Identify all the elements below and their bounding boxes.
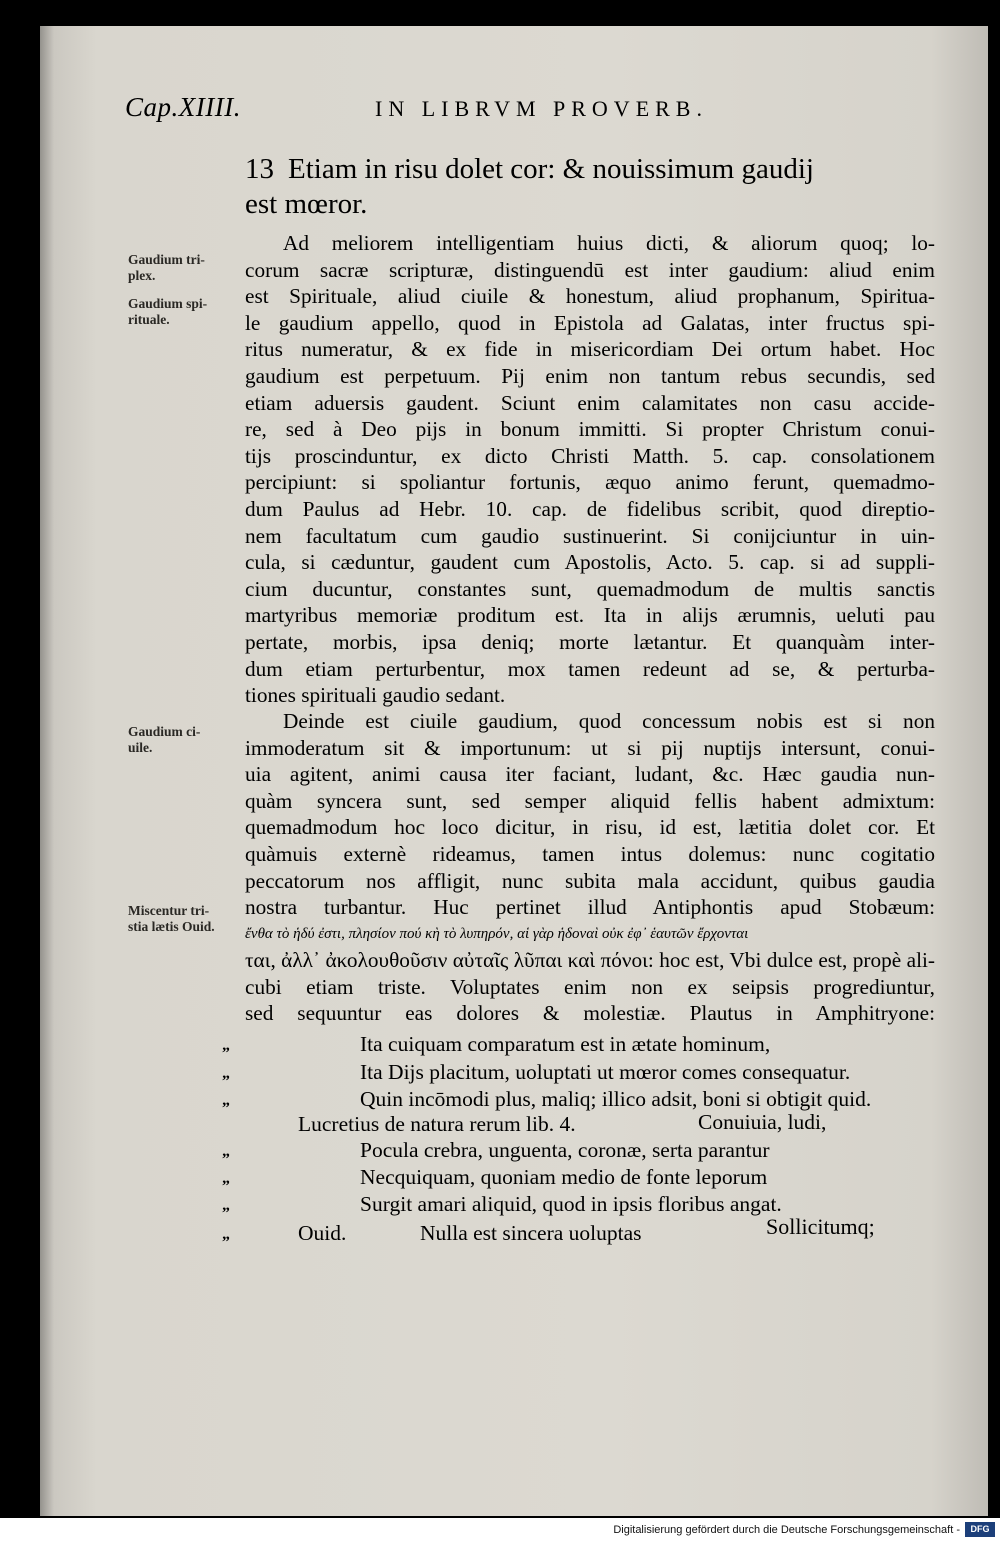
paragraph-ciuile bbox=[245, 708, 935, 921]
quote-mark: „ bbox=[222, 1197, 230, 1214]
quote-mark: „ bbox=[222, 1065, 230, 1082]
text-line: corum sacræ scripturæ, distinguendū est inter gaudium: aliud enim bbox=[245, 257, 935, 282]
quote-line: „ Necquiquam, quoniam medio de fonte leporum bbox=[222, 1163, 942, 1191]
text-line: nem facultatum cum gaudio sustinuerint. Si conijciuntur in uin- bbox=[245, 523, 935, 548]
margin-note-gaudium-spirituale: Gaudium spi- rituale. bbox=[128, 296, 208, 327]
text-line: gaudium est perpetuum. Pij enim non tantum rebus secundis, sed bbox=[245, 363, 935, 388]
lucretius-first-line: Conuiuia, ludi, bbox=[698, 1110, 827, 1134]
text-line: percipiunt: si spoliantur fortunis, æquo animo ferunt, quemadmo- bbox=[245, 470, 935, 495]
quote-mark: „ bbox=[222, 1143, 230, 1160]
quote-line: „ Pocula crebra, unguenta, coronæ, serta parantur bbox=[222, 1136, 942, 1164]
quote-line: „ Quin incōmodi plus, maliq; illico adsit, boni si obtigit quid. bbox=[222, 1085, 942, 1113]
funding-credit: Digitalisierung gefördert durch die Deutsche Forschungsgemeinschaft - bbox=[613, 1524, 960, 1536]
text-line: Ad meliorem intelligentiam huius dicti, & aliorum quoq; lo- bbox=[283, 231, 935, 255]
paragraph-spirituale bbox=[245, 230, 935, 709]
dfg-logo: DFG bbox=[965, 1522, 995, 1537]
quote-line: „ Ita Dijs placitum, uoluptati ut mœror comes consequatur. bbox=[222, 1058, 942, 1086]
text-line: peccatorum nos affligit, nunc subita mala accidunt, quibus gaudia bbox=[245, 868, 935, 893]
text-line: re, sed à Deo pijs in bonum immitti. Si propter Christum conui- bbox=[245, 417, 935, 442]
text-line: nostra turbantur. Huc pertinet illud Antiphontis apud Stobæum: bbox=[245, 895, 935, 920]
chapter-label: Cap.XIIII. bbox=[125, 92, 241, 122]
text-line: etiam aduersis gaudent. Sciunt enim calamitates non casu accide- bbox=[245, 390, 935, 415]
text-line: tiones spirituali gaudio sedant. bbox=[245, 683, 506, 708]
text-line: est Spirituale, aliud ciuile & honestum, aliud prophanum, Spiritua- bbox=[245, 284, 935, 309]
quote-line: „ Ita cuiquam comparatum est in ætate hominum, bbox=[222, 1030, 942, 1058]
page-header bbox=[125, 92, 825, 132]
margin-note-miscentur: Miscentur tri- stia lætis Ouid. bbox=[128, 903, 215, 934]
text-line: ritus numeratur, & ex fide in misericordiam Dei ortum habet. Hoc bbox=[245, 337, 935, 362]
verse-number: 13 bbox=[245, 153, 274, 185]
verse-text-line1: Etiam in risu dolet cor: & nouissimum gaudij bbox=[288, 153, 814, 185]
quote-mark: „ bbox=[222, 1092, 230, 1109]
text-line: quemadmodum hoc loco dicitur, in risu, id est, lætitia dolet cor. Et bbox=[245, 815, 935, 840]
verse-text-line2: est mœror. bbox=[245, 188, 368, 220]
text-line: sed sequuntur eas dolores & molestiæ. Plautus in Amphitryone: bbox=[245, 1001, 935, 1026]
ovid-label: Ouid. bbox=[298, 1221, 347, 1245]
quote-mark: „ bbox=[222, 1170, 230, 1187]
paragraph-antiphon bbox=[245, 947, 935, 1027]
quote-mark: „ bbox=[222, 1037, 230, 1054]
text-line: ται, ἀλλ᾽ ἀκολουθοῦσιν αὐταῖς λῦπαι καὶ πόνοι: hoc est, Vbi dulce est, propè ali- bbox=[245, 948, 935, 972]
text-line: immoderatum sit & importunum: ut si pij nuptijs intersunt, conui- bbox=[245, 735, 935, 760]
text-line: cula, si cæduntur, gaudent cum Apostolis, Acto. 5. cap. si ad suppli- bbox=[245, 550, 935, 575]
quote-mark: „ bbox=[222, 1226, 230, 1243]
verse-heading bbox=[245, 152, 935, 222]
text-line: cubi etiam triste. Voluptates enim non ex seipsis progrediuntur, bbox=[245, 974, 935, 999]
quote-line: „ Surgit amari aliquid, quod in ipsis floribus angat. bbox=[222, 1190, 942, 1218]
margin-note-gaudium-ciuile: Gaudium ci- uile. bbox=[128, 724, 201, 755]
text-line: quàmuis externè rideamus, tamen intus dolemus: nunc cogitatio bbox=[245, 841, 935, 866]
text-line: le gaudium appello, quod in Epistola ad Galatas, inter fructus spi- bbox=[245, 310, 935, 335]
ovid-quote: Nulla est sincera uoluptas bbox=[420, 1221, 642, 1245]
text-line: pertate, morbis, ipsa deniq; morte lætantur. Et quanquàm inter- bbox=[245, 629, 935, 654]
text-line: dum Paulus ad Hebr. 10. cap. de fidelibus scribit, quod direptio- bbox=[245, 496, 935, 521]
text-line: martyribus memoriæ proditum est. Ita in alijs ærumnis, ueluti pau bbox=[245, 603, 935, 628]
text-line: cium ducuntur, constantes sunt, quemadmodum de multis sanctis bbox=[245, 576, 935, 601]
margin-note-gaudium-triplex: Gaudium tri- plex. bbox=[128, 252, 205, 283]
greek-quote-line: ἔνθα τὸ ἡδύ ἐστι, πλησίον πού κὴ τὸ λυπηρόν, αἱ γὰρ ἡδοναὶ οὐκ ἐφ᾽ ἑαυτῶν ἔρχονται bbox=[245, 926, 749, 942]
text-line: tijs proscinduntur, ex dicto Christi Matth. 5. cap. consolationem bbox=[245, 443, 935, 468]
text-line: uia agitent, animi causa iter faciant, ludant, &c. Hæc gaudia nun- bbox=[245, 762, 935, 787]
catchword: Sollicitumq; bbox=[766, 1214, 875, 1239]
text-line: Deinde est ciuile gaudium, quod concessum nobis est si non bbox=[283, 709, 935, 733]
footer-bar bbox=[0, 1518, 1000, 1543]
running-title: IN LIBRVM PROVERB. bbox=[375, 96, 708, 121]
lucretius-citation: Lucretius de natura rerum lib. 4. bbox=[298, 1112, 576, 1136]
text-line: dum etiam perturbentur, mox tamen redeunt ad se, & perturba- bbox=[245, 656, 935, 681]
text-line: quàm syncera sunt, sed semper aliquid fellis habent admixtum: bbox=[245, 788, 935, 813]
